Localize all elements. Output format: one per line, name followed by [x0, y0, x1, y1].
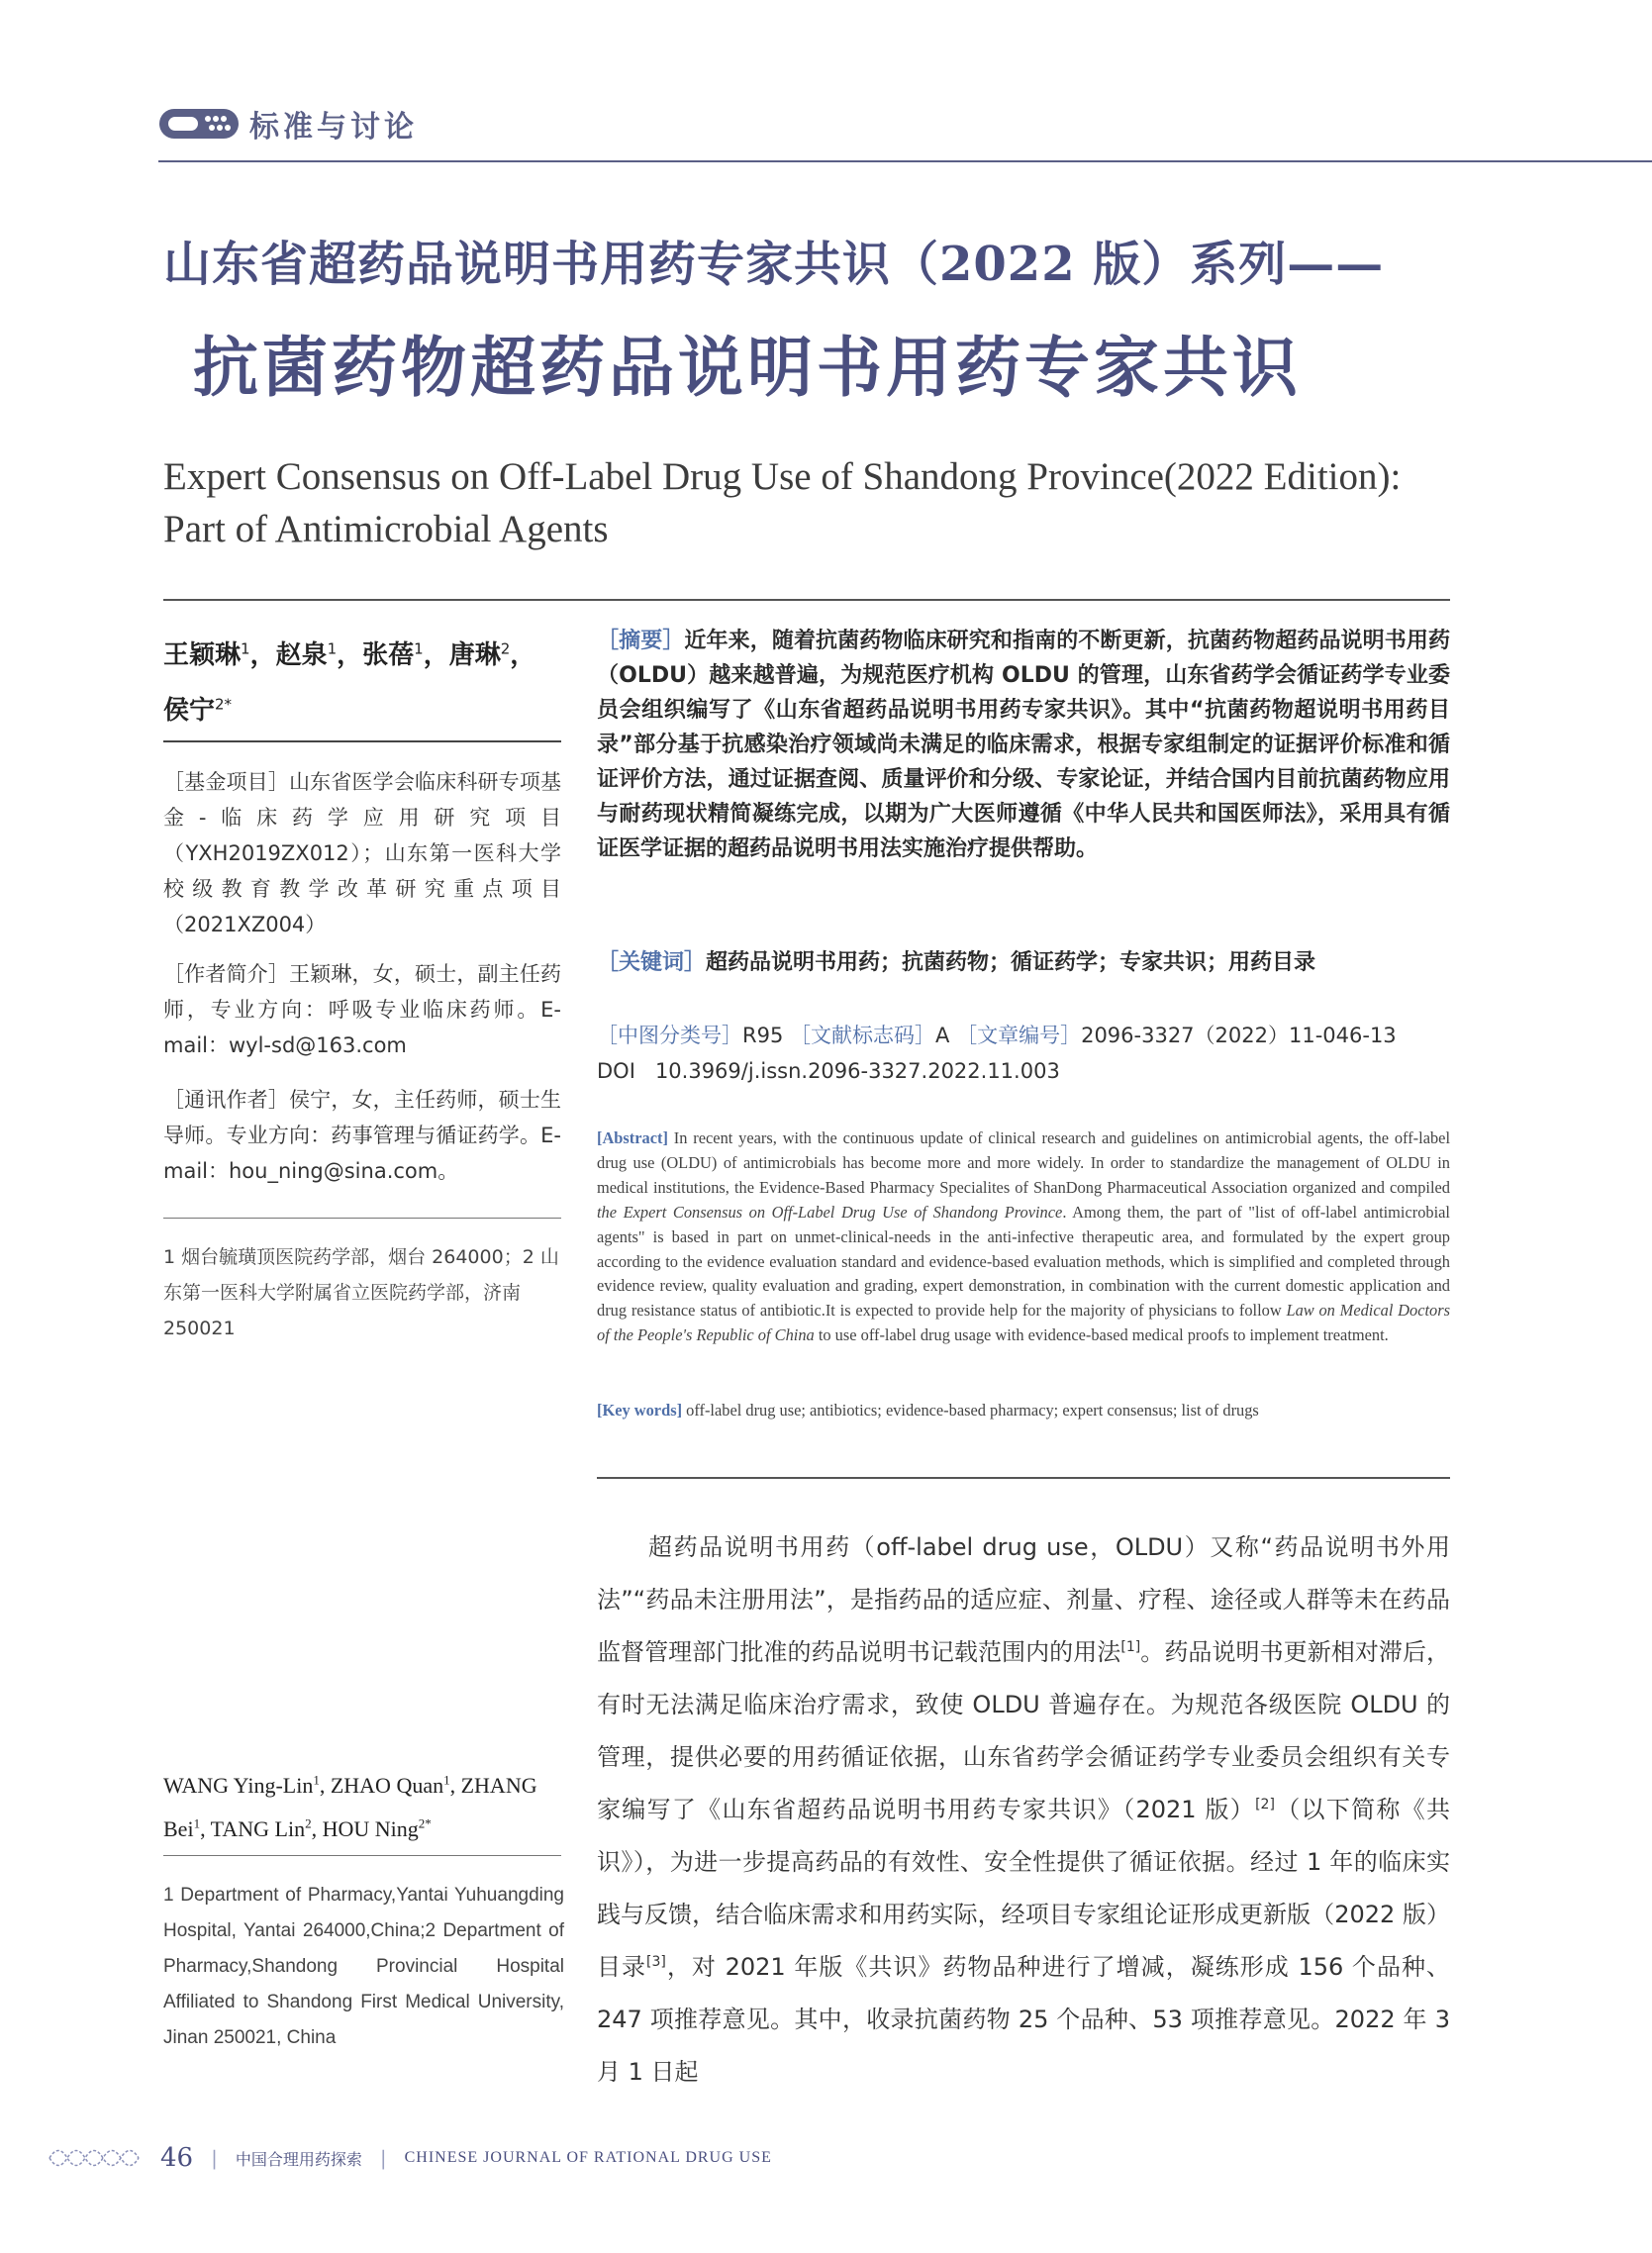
- author: 王颖琳$^1$，: [163, 639, 276, 670]
- abstract-en-text: . Among them, the part of "list of off-label antimicrobial agents" is based in part on unmet-clinical-needs in the anti-infective therapeutic area, and formulated by the expert group according to the evidence evaluation standard and evidence-based evaluation methods, which is simplified and completed through evidence review, quality evaluation and grading, expert demonstration, in combination with the current domestic application and drug resistance status of antibiotic.It is expected to provide help for the majority of physicians to follow: [597, 1202, 1450, 1321]
- citation[interactable]: [1]: [1120, 1639, 1141, 1655]
- footer-separator: |: [379, 2146, 387, 2170]
- author-list: [163, 624, 564, 735]
- page-title: 抗菌药物超药品说明书用药专家共识: [193, 329, 1302, 406]
- abstract-cn: [597, 624, 1450, 866]
- divider: [163, 1855, 561, 1856]
- abstract-en-italic: Law on Medical Doctors of the People's Republic of China: [597, 1301, 1450, 1345]
- author: 赵泉$^1$，: [275, 639, 363, 670]
- author: 侯宁$^{2*}$: [163, 695, 233, 727]
- header-rule: [158, 160, 1652, 162]
- doc-code-label: ［文献标志码］: [790, 1024, 936, 1047]
- author-en: ZHAO Quan$^1$,: [330, 1773, 461, 1799]
- author-intro-text: 王颖琳，女，硕士，副主任药师，专业方向：呼吸专业临床药师。E-mail：wyl-sd@163.com: [163, 962, 561, 1057]
- abstract-cn-label: ［摘要］: [597, 629, 685, 653]
- pill-logo-icon: [158, 106, 240, 142]
- citation[interactable]: [2]: [1255, 1797, 1275, 1812]
- title-series: 山东省超药品说明书用药专家共识（2022 版）系列——: [163, 237, 1385, 292]
- page-number: 46: [160, 2143, 194, 2173]
- title-english: Expert Consensus on Off-Label Drug Use of Shandong Province(2022 Edition): Part of Antimicrobial Agents: [163, 455, 1402, 550]
- affiliation-en: 1 Department of Pharmacy,Yantai Yuhuangding Hospital, Yantai 264000,China;2 Department of Pharmacy,Shandong Provincial Hospital Affiliated to Shandong First Medical University, Jinan 250021, China: [163, 1885, 564, 2048]
- author-intro-label: ［作者简介］: [163, 962, 289, 986]
- fund-info: [163, 764, 561, 942]
- clc-value: R95: [742, 1024, 784, 1047]
- journal-name-en: CHINESE JOURNAL OF RATIONAL DRUG USE: [404, 2149, 772, 2166]
- footer-separator: |: [211, 2146, 218, 2170]
- abstract-en-label: [Abstract]: [597, 1128, 668, 1147]
- author: 唐琳$^2$，: [448, 639, 536, 670]
- author-list-english: [163, 1762, 564, 1848]
- abstract-cn-text: 近年来，随着抗菌药物临床研究和指南的不断更新，抗菌药物超药品说明书用药（OLDU）越来越普遍，为规范医疗机构 OLDU 的管理，山东省药学会循证药学专业委员会组织编写了《山东省超药品说明书用药专家共识》。其中“抗菌药物超说明书用药目录”部分基于抗感染治疗领域尚未满足的临床需求，根据专家组制定的证据评价标准和循证评价方法，通过证据查阅、质量评价和分级、专家论证，并结合国内目前抗菌药物应用与耐药现状精简凝练完成，以期为广大医师遵循《中华人民共和国医师法》，采用具有循证医学证据的超药品说明书用法实施治疗提供帮助。: [597, 629, 1450, 861]
- article-no-label: ［文章编号］: [956, 1024, 1082, 1047]
- corresponding-text: 侯宁，女，主任药师，硕士生导师。专业方向：药事管理与循证药学。E-mail：hou_ning@sina.com。: [163, 1088, 561, 1183]
- author-en: ZHANG Bei$^1$,: [163, 1773, 537, 1841]
- divider: [597, 1477, 1450, 1479]
- abstract-en: [597, 1126, 1450, 1348]
- classification-info: [597, 1018, 1450, 1089]
- page-footer: [48, 2143, 772, 2173]
- author-intro: [163, 956, 561, 1063]
- keywords-cn: [597, 945, 1450, 980]
- doi-label: DOI: [597, 1059, 635, 1083]
- journal-name-cn: 中国合理用药探索: [235, 2149, 362, 2169]
- author-en: HOU Ning$^{2*}$: [322, 1815, 432, 1841]
- divider: [163, 740, 561, 742]
- section-label: 标准与讨论: [249, 110, 418, 145]
- keywords-en-text: off-label drug use; antibiotics; evidence-based pharmacy; expert consensus; list of drugs: [682, 1401, 1259, 1420]
- divider: [163, 1218, 561, 1219]
- doi-value: 10.3969/j.issn.2096-3327.2022.11.003: [654, 1059, 1060, 1083]
- keywords-cn-text: 超药品说明书用药；抗菌药物；循证药学；专家共识；用药目录: [706, 950, 1316, 975]
- fund-text: 山东省医学会临床科研专项基金-临床药学应用研究项目（YXH2019ZX012）；山东第一医科大学校级教育教学改革研究重点项目（2021XZ004）: [163, 770, 561, 936]
- title-rule: [163, 599, 1450, 601]
- affiliation-cn: 1 烟台毓璜顶医院药学部，烟台 264000；2 山东第一医科大学附属省立医院药学部，济南 250021: [163, 1246, 559, 1339]
- article-no-value: 2096-3327（2022）11-046-13: [1081, 1024, 1397, 1047]
- doc-code-value: A: [935, 1024, 950, 1047]
- abstract-en-text: to use off-label drug usage with evidence-based medical proofs to implement treatment.: [814, 1325, 1389, 1345]
- author-en: TANG Lin$^2$,: [210, 1815, 323, 1841]
- keywords-en-label: [Key words]: [597, 1401, 683, 1420]
- author-en: WANG Ying-Lin$^1$,: [163, 1773, 331, 1799]
- citation[interactable]: [3]: [646, 1954, 666, 1970]
- corresponding-label: ［通讯作者］: [163, 1088, 289, 1112]
- fund-label: ［基金项目］: [163, 770, 289, 794]
- abstract-en-italic: the Expert Consensus on Off-Label Drug Use of Shandong Province: [597, 1202, 1063, 1222]
- keywords-en: [597, 1398, 1450, 1423]
- corresponding-author: [163, 1082, 561, 1189]
- abstract-en-text: In recent years, with the continuous update of clinical research and guidelines on antimicrobial agents, the off-label drug use (OLDU) of antimicrobials has become more and more widely. In order to standardize the management of OLDU in medical institutions, the Evidence-Based Pharmacy Specialites of ShanDong Pharmaceutical Association organized and compiled: [597, 1128, 1450, 1197]
- section-tag: [158, 99, 418, 148]
- wave-ornament-icon: [48, 2148, 146, 2168]
- author: 张蓓$^1$，: [362, 639, 449, 670]
- clc-label: ［中图分类号］: [597, 1024, 742, 1047]
- keywords-cn-label: ［关键词］: [597, 950, 707, 975]
- body-paragraph: 超药品说明书用药（off-label drug use，OLDU）又称“药品说明书外用法”“药品未注册用法”，是指药品的适应症、剂量、疗程、途径或人群等未在药品监督管理部门批准的药品说明书记载范围内的用法[1]。药品说明书更新相对滞后，有时无法满足临床治疗需求，致使 OLDU 普遍存在。为规范各级医院 OLDU 的管理，提供必要的用药循证依据，山东省药学会循证药学专业委员会组织有关专家编写了《山东省超药品说明书用药专家共识》（2021 版）[2]（以下简称《共识》），为进一步提高药品的有效性、安全性提供了循证依据。经过 1 年的临床实践与反馈，结合临床需求和用药实际，经项目专家组论证形成更新版（2022 版）目录[3]，对 2021 年版《共识》药物品种进行了增减，凝练形成 156 个品种、247 项推荐意见。其中，收录抗菌药物 25 个品种、53 项推荐意见。2022 年 3 月 1 日起: [597, 1533, 1451, 2086]
